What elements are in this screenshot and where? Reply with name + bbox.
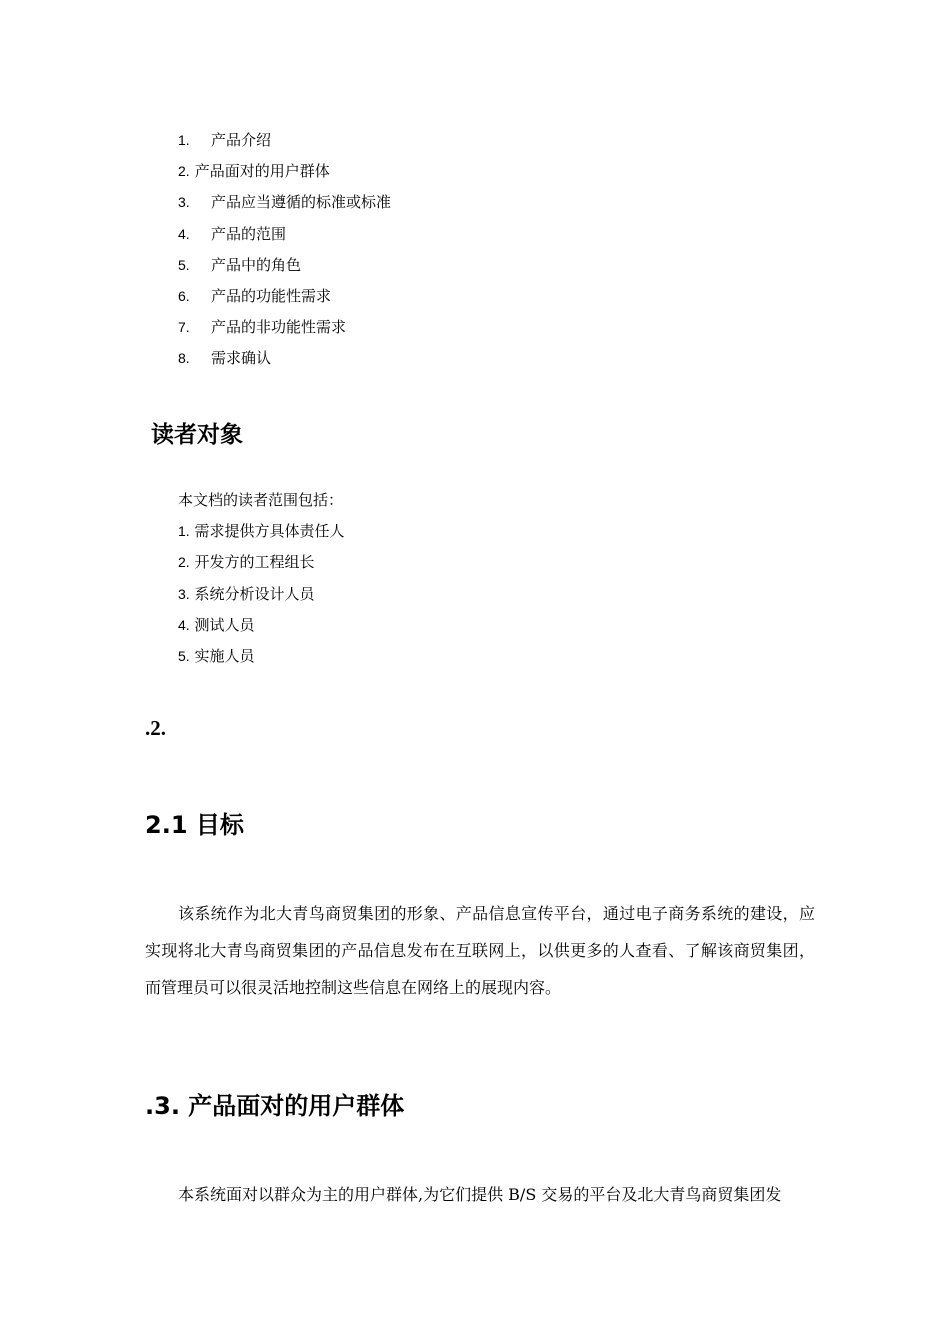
toc-item-number: 2. [178, 163, 190, 180]
toc-list [178, 128, 391, 378]
toc-item-5 [178, 253, 391, 284]
reader-item-number: 5. [178, 647, 190, 664]
toc-item-text: 产品的功能性需求 [211, 286, 332, 305]
toc-item-text: 产品的非功能性需求 [211, 318, 347, 337]
toc-item-4 [178, 222, 391, 253]
reader-item-number: 2. [178, 554, 190, 571]
toc-item-number: 8. [178, 350, 190, 367]
readers-heading: 读者对象 [151, 422, 243, 448]
toc-item-8 [178, 346, 391, 377]
toc-item-text: 产品介绍 [211, 131, 272, 149]
toc-item-number: 4. [178, 225, 190, 242]
toc-item-text: 需求确认 [211, 349, 272, 368]
toc-item-2 [178, 159, 391, 190]
readers-list [178, 488, 344, 675]
reader-item-text: 需求提供方具体责任人 [194, 522, 345, 541]
section-3-heading: .3. 产品面对的用户群体 [145, 1092, 405, 1120]
toc-item-text: 产品应当遵循的标准或标准 [211, 193, 392, 212]
toc-item-number: 7. [178, 319, 190, 336]
reader-item-text: 开发方的工程组长 [194, 553, 315, 572]
readers-intro: 本文档的读者范围包括： [178, 491, 344, 509]
reader-item-number: 1. [178, 523, 190, 540]
reader-item-number: 3. [178, 585, 190, 602]
toc-item-3 [178, 190, 391, 221]
goal-paragraph: 该系统作为北大青鸟商贸集团的形象、产品信息宣传平台，通过电子商务系统的建设，应实现将北大青鸟商贸集团的产品信息发布在互联网上，以供更多的人查看、了解该商贸集团，而管理员可以很灵活地控制这些信息在网络上的展现内容。 [145, 904, 815, 997]
toc-item-number: 5. [178, 256, 190, 273]
reader-item-text: 测试人员 [194, 615, 255, 634]
reader-item-3 [178, 582, 344, 613]
section-3-paragraph: 本系统面对以群众为主的用户群体,为它们提供 B/S 交易的平台及北大青鸟商贸集团发 [178, 1185, 782, 1204]
toc-item-6 [178, 284, 391, 315]
toc-item-text: 产品中的角色 [211, 255, 302, 274]
toc-item-text: 产品面对的用户群体 [194, 162, 330, 181]
toc-item-number: 3. [178, 194, 190, 211]
toc-item-text: 产品的范围 [211, 224, 287, 243]
reader-item-text: 实施人员 [194, 646, 255, 665]
reader-item-number: 4. [178, 616, 190, 633]
section-2-heading: .2. [145, 716, 166, 740]
reader-item-text: 系统分析设计人员 [194, 584, 315, 603]
goal-heading: 2.1 目标 [145, 811, 244, 839]
reader-item-1 [178, 519, 344, 550]
toc-item-1 [178, 128, 391, 159]
toc-item-7 [178, 315, 391, 346]
reader-item-4 [178, 613, 344, 644]
toc-item-number: 6. [178, 287, 190, 304]
reader-item-2 [178, 550, 344, 581]
reader-item-5 [178, 644, 344, 675]
toc-item-number: 1. [178, 132, 190, 148]
